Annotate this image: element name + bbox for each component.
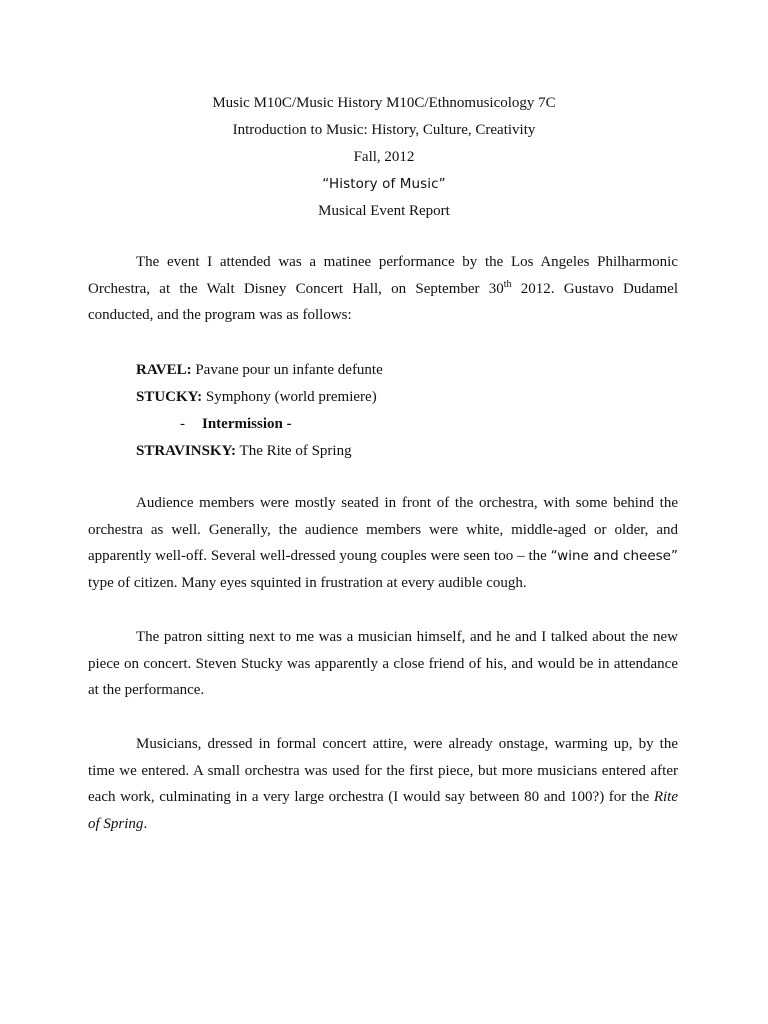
work-title: Symphony (world premiere) xyxy=(202,389,377,405)
paragraph-line: orchestra as well. Generally, the audience members were white, middle-aged or older, and xyxy=(88,521,678,538)
paragraph-line: The event I attended was a matinee performance by the Los Angeles Philharmonic xyxy=(136,254,678,270)
paragraph-line: time we entered. A small orchestra was used for the first piece, but more musicians entered after xyxy=(88,762,678,779)
paragraph-line: The patron sitting next to me was a musician himself, and he and I talked about the new xyxy=(136,629,678,645)
quoted-phrase: “wine and cheese” xyxy=(550,548,678,564)
text-run: apparently well-off. Several well-dressed young couples were seen too – the xyxy=(88,548,551,564)
paragraph-line: piece on concert. Steven Stucky was apparently a close friend of his, and would be in attendance xyxy=(88,655,678,672)
section-title-text: “History of Music” xyxy=(322,176,446,192)
paragraph-line xyxy=(88,276,678,303)
work-title: Pavane pour un infante defunte xyxy=(191,362,383,378)
paragraph-line xyxy=(88,543,678,570)
paragraph-line: Audience members were mostly seated in front of the orchestra, with some behind the xyxy=(136,495,678,511)
paragraph-audience xyxy=(88,490,678,596)
paragraph-line: Musicians, dressed in formal concert attire, were already onstage, warming up, by the xyxy=(136,736,678,752)
intermission-label: Intermission - xyxy=(202,416,292,432)
section-title xyxy=(0,171,768,198)
intermission-dash: - xyxy=(180,416,185,432)
text-run: Orchestra, at the Walt Disney Concert Hall, on September 30 xyxy=(88,280,504,297)
program-item xyxy=(136,438,383,465)
text-run: each work, culminating in a very large orchestra (I would say between 80 and 100?) for the xyxy=(88,789,654,805)
composer-name: RAVEL: xyxy=(136,362,192,378)
paragraph-line xyxy=(88,784,678,811)
program-item xyxy=(136,357,383,384)
paragraph-patron xyxy=(88,624,678,704)
term: Fall, 2012 xyxy=(353,149,415,165)
italic-title: Rite xyxy=(653,789,678,805)
text-run: . xyxy=(143,815,148,832)
composer-name: STUCKY: xyxy=(136,389,203,405)
document-heading xyxy=(0,90,768,225)
ordinal-superscript: th xyxy=(503,278,512,290)
work-title: The Rite of Spring xyxy=(236,443,352,459)
composer-name: STRAVINSKY: xyxy=(136,443,237,459)
italic-title: of Spring xyxy=(88,815,144,832)
paragraph-line: type of citizen. Many eyes squinted in frustration at every audible cough. xyxy=(88,574,527,591)
paragraph-line xyxy=(88,811,678,838)
paragraph-musicians xyxy=(88,731,678,837)
paragraph-event xyxy=(88,249,678,329)
report-title: Musical Event Report xyxy=(318,203,450,219)
paragraph-line: conducted, and the program was as follows: xyxy=(88,307,352,323)
course-title: Introduction to Music: History, Culture, Creativity xyxy=(232,122,536,138)
program-item xyxy=(136,384,383,411)
paragraph-line: at the performance. xyxy=(88,682,205,698)
course-codes: Music M10C/Music History M10C/Ethnomusicology 7C xyxy=(212,95,556,111)
intermission-line xyxy=(136,411,383,438)
text-run: 2012. Gustavo Dudamel xyxy=(511,280,679,297)
program-list xyxy=(136,357,383,465)
